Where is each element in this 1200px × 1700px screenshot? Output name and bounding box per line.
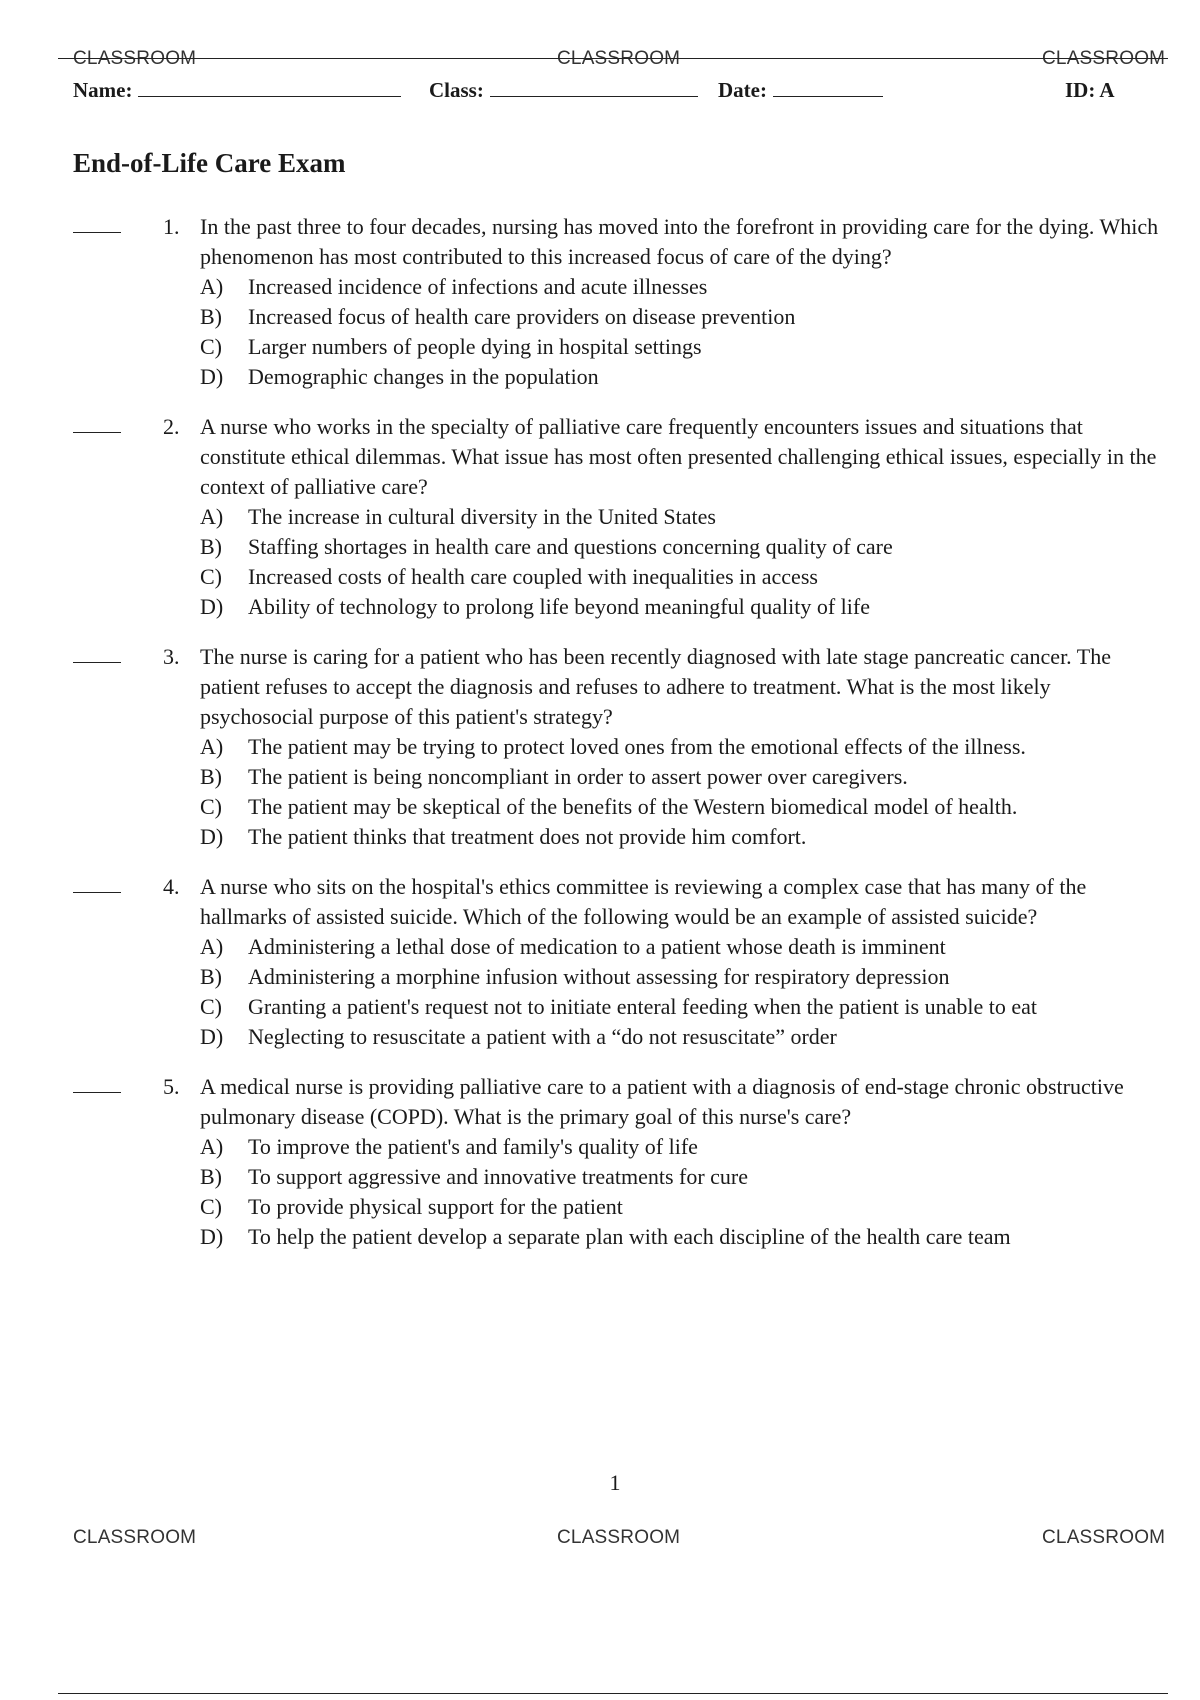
option-text: The patient may be trying to protect loved ones from the emotional effects of the illness. bbox=[248, 734, 1026, 759]
option-text: Increased incidence of infections and acute illnesses bbox=[248, 274, 708, 299]
option-label: B) bbox=[200, 764, 222, 789]
option-list bbox=[200, 502, 1160, 622]
question-number: 4. bbox=[163, 874, 180, 899]
option-list bbox=[200, 1132, 1160, 1252]
exam-title: End-of-Life Care Exam bbox=[73, 148, 346, 178]
question-text: A nurse who works in the specialty of palliative care frequently encounters issues and situations that constitute ethical dilemmas. What issue has most often presented challenging ethical issues, especially in the context of palliative care? bbox=[200, 414, 1157, 499]
name-blank[interactable] bbox=[138, 78, 401, 97]
option-label: B) bbox=[200, 304, 222, 329]
question-item bbox=[0, 412, 1200, 622]
answer-blank[interactable] bbox=[73, 1092, 121, 1093]
answer-option[interactable] bbox=[200, 792, 1160, 822]
option-label: A) bbox=[200, 734, 224, 759]
answer-option[interactable] bbox=[200, 502, 1160, 532]
question-item bbox=[0, 212, 1200, 392]
option-label: C) bbox=[200, 564, 222, 589]
option-label: A) bbox=[200, 934, 224, 959]
exam-id: ID: A bbox=[1065, 78, 1115, 102]
answer-option[interactable] bbox=[200, 332, 1160, 362]
option-label: B) bbox=[200, 1164, 222, 1189]
answer-option[interactable] bbox=[200, 762, 1160, 792]
question-text: The nurse is caring for a patient who has been recently diagnosed with late stage pancreatic cancer. The patient refuses to accept the diagnosis and refuses to adhere to treatment. What is the most likely psychosocial purpose of this patient's strategy? bbox=[200, 644, 1111, 729]
answer-option[interactable] bbox=[200, 532, 1160, 562]
option-text: The increase in cultural diversity in the United States bbox=[248, 504, 716, 529]
option-text: The patient may be skeptical of the benefits of the Western biomedical model of health. bbox=[248, 794, 1018, 819]
answer-blank[interactable] bbox=[73, 432, 121, 433]
question-text: In the past three to four decades, nursing has moved into the forefront in providing care for the dying. Which phenomenon has most contributed to this increased focus of care of the dying? bbox=[200, 214, 1159, 269]
answer-option[interactable] bbox=[200, 1132, 1160, 1162]
question-number: 1. bbox=[163, 214, 180, 239]
option-list bbox=[200, 732, 1160, 852]
date-label: Date: bbox=[718, 78, 767, 102]
option-text: Staffing shortages in health care and questions concerning quality of care bbox=[248, 534, 893, 559]
header-rule bbox=[58, 58, 1168, 59]
answer-option[interactable] bbox=[200, 962, 1160, 992]
option-text: To improve the patient's and family's quality of life bbox=[248, 1134, 698, 1159]
answer-option[interactable] bbox=[200, 822, 1160, 852]
option-list bbox=[200, 932, 1160, 1052]
watermark-bottom-right: CLASSROOM bbox=[1042, 1527, 1166, 1548]
option-list bbox=[200, 272, 1160, 392]
option-text: Administering a lethal dose of medication to a patient whose death is imminent bbox=[248, 934, 946, 959]
option-text: To help the patient develop a separate plan with each discipline of the health care team bbox=[248, 1224, 1011, 1249]
option-label: D) bbox=[200, 364, 224, 389]
footer-rule bbox=[58, 1693, 1168, 1694]
answer-option[interactable] bbox=[200, 362, 1160, 392]
option-label: C) bbox=[200, 1194, 222, 1219]
option-text: Ability of technology to prolong life beyond meaningful quality of life bbox=[248, 594, 870, 619]
question-text: A medical nurse is providing palliative care to a patient with a diagnosis of end-stage chronic obstructive pulmonary disease (COPD). What is the primary goal of this nurse's care? bbox=[200, 1074, 1124, 1129]
date-blank[interactable] bbox=[773, 78, 883, 97]
page-number: 1 bbox=[609, 1470, 621, 1495]
option-text: The patient thinks that treatment does not provide him comfort. bbox=[248, 824, 807, 849]
option-text: To provide physical support for the patient bbox=[248, 1194, 623, 1219]
answer-option[interactable] bbox=[200, 592, 1160, 622]
option-label: A) bbox=[200, 274, 224, 299]
option-text: Administering a morphine infusion without assessing for respiratory depression bbox=[248, 964, 950, 989]
answer-option[interactable] bbox=[200, 302, 1160, 332]
question-number: 5. bbox=[163, 1074, 180, 1099]
question-number: 3. bbox=[163, 644, 180, 669]
option-label: D) bbox=[200, 1024, 224, 1049]
answer-option[interactable] bbox=[200, 732, 1160, 762]
class-field bbox=[429, 78, 698, 103]
option-label: D) bbox=[200, 824, 224, 849]
question-item bbox=[0, 1072, 1200, 1252]
answer-option[interactable] bbox=[200, 1222, 1160, 1252]
option-text: The patient is being noncompliant in order to assert power over caregivers. bbox=[248, 764, 908, 789]
answer-option[interactable] bbox=[200, 1192, 1160, 1222]
option-label: B) bbox=[200, 964, 222, 989]
answer-blank[interactable] bbox=[73, 892, 121, 893]
option-text: Increased focus of health care providers on disease prevention bbox=[248, 304, 796, 329]
answer-option[interactable] bbox=[200, 992, 1160, 1022]
name-label: Name: bbox=[73, 78, 133, 102]
class-blank[interactable] bbox=[490, 78, 698, 97]
watermark-top-center: CLASSROOM bbox=[557, 48, 681, 69]
question-number: 2. bbox=[163, 414, 180, 439]
answer-option[interactable] bbox=[200, 562, 1160, 592]
option-label: C) bbox=[200, 794, 222, 819]
answer-blank[interactable] bbox=[73, 232, 121, 233]
option-label: D) bbox=[200, 1224, 224, 1249]
option-text: Larger numbers of people dying in hospital settings bbox=[248, 334, 702, 359]
answer-blank[interactable] bbox=[73, 662, 121, 663]
option-text: To support aggressive and innovative treatments for cure bbox=[248, 1164, 749, 1189]
option-label: C) bbox=[200, 994, 222, 1019]
date-field bbox=[718, 78, 883, 103]
option-text: Granting a patient's request not to initiate enteral feeding when the patient is unable to eat bbox=[248, 994, 1037, 1019]
option-label: B) bbox=[200, 534, 222, 559]
watermark-bottom-center: CLASSROOM bbox=[557, 1527, 681, 1548]
option-label: A) bbox=[200, 504, 224, 529]
option-text: Increased costs of health care coupled with inequalities in access bbox=[248, 564, 818, 589]
watermark-bottom-left: CLASSROOM bbox=[73, 1527, 197, 1548]
question-item bbox=[0, 872, 1200, 1052]
question-list bbox=[0, 212, 1200, 1272]
option-text: Demographic changes in the population bbox=[248, 364, 599, 389]
option-label: C) bbox=[200, 334, 222, 359]
answer-option[interactable] bbox=[200, 1162, 1160, 1192]
option-label: A) bbox=[200, 1134, 224, 1159]
option-text: Neglecting to resuscitate a patient with a “do not resuscitate” order bbox=[248, 1024, 837, 1049]
option-label: D) bbox=[200, 594, 224, 619]
watermark-top-left: CLASSROOM bbox=[73, 48, 197, 69]
name-field bbox=[73, 78, 401, 103]
question-item bbox=[0, 642, 1200, 852]
answer-option[interactable] bbox=[200, 272, 1160, 302]
answer-option[interactable] bbox=[200, 1022, 1160, 1052]
class-label: Class: bbox=[429, 78, 484, 102]
answer-option[interactable] bbox=[200, 932, 1160, 962]
watermark-top-right: CLASSROOM bbox=[1042, 48, 1166, 69]
question-text: A nurse who sits on the hospital's ethics committee is reviewing a complex case that has many of the hallmarks of assisted suicide. Which of the following would be an example of assisted suicide? bbox=[200, 874, 1087, 929]
